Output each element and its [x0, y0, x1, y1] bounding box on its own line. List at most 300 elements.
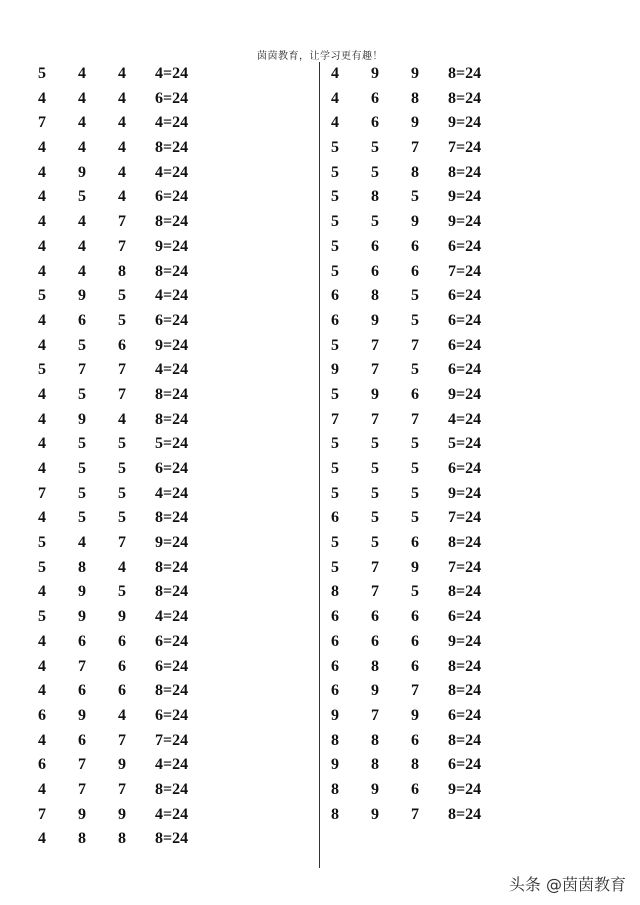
- problem-row: [331, 87, 518, 112]
- result: 6=24: [448, 706, 482, 724]
- number-1: 4: [38, 385, 46, 403]
- number-1: 7: [38, 484, 46, 502]
- problem-row: [38, 62, 225, 87]
- number-1: 5: [38, 361, 46, 379]
- problem-row: [38, 185, 225, 210]
- number-3: 4: [118, 706, 126, 724]
- number-1: 4: [331, 65, 339, 82]
- number-2: 8: [371, 188, 379, 206]
- number-1: 5: [331, 237, 339, 255]
- result: 6=24: [155, 188, 189, 206]
- number-1: 4: [38, 657, 46, 675]
- number-2: 5: [371, 213, 379, 231]
- number-2: 9: [78, 410, 86, 428]
- result: 9=24: [155, 237, 189, 255]
- number-3: 6: [411, 608, 419, 626]
- result: 7=24: [448, 558, 482, 576]
- problem-row: [38, 655, 225, 680]
- number-1: 4: [38, 509, 46, 527]
- number-3: 6: [411, 731, 419, 749]
- number-1: 4: [331, 114, 339, 132]
- number-2: 6: [78, 682, 86, 700]
- problem-row: [331, 679, 518, 704]
- result: 8=24: [448, 682, 482, 700]
- problem-row: [38, 729, 225, 754]
- problem-row: [331, 432, 518, 457]
- number-2: 7: [78, 780, 86, 798]
- result: 6=24: [448, 460, 482, 477]
- number-2: 5: [78, 336, 86, 354]
- number-2: 5: [371, 534, 379, 552]
- problem-row: [38, 803, 225, 828]
- number-3: 4: [118, 65, 126, 82]
- number-1: 4: [38, 460, 46, 477]
- number-1: 5: [38, 608, 46, 626]
- number-3: 9: [118, 805, 126, 823]
- number-1: 4: [38, 731, 46, 749]
- problem-row: [331, 630, 518, 655]
- result: 9=24: [448, 188, 482, 206]
- result: 6=24: [448, 756, 482, 774]
- number-1: 6: [331, 682, 339, 700]
- number-2: 9: [371, 780, 379, 798]
- number-3: 7: [118, 534, 126, 552]
- problem-row: [38, 309, 225, 334]
- problem-row: [331, 729, 518, 754]
- number-2: 6: [78, 311, 86, 329]
- result: 4=24: [155, 287, 189, 305]
- number-3: 6: [411, 237, 419, 255]
- result: 9=24: [448, 213, 482, 231]
- number-3: 5: [411, 311, 419, 329]
- number-2: 6: [371, 114, 379, 132]
- result: 8=24: [155, 509, 189, 527]
- number-1: 5: [38, 558, 46, 576]
- number-1: 5: [331, 213, 339, 231]
- result: 8=24: [448, 731, 482, 749]
- result: 8=24: [448, 65, 482, 82]
- result: 9=24: [448, 385, 482, 403]
- number-3: 7: [118, 213, 126, 231]
- number-3: 7: [411, 682, 419, 700]
- result: 4=24: [155, 163, 189, 181]
- problem-row: [38, 753, 225, 778]
- problem-row: [38, 580, 225, 605]
- number-2: 4: [78, 139, 86, 157]
- page-header: 茵茵教育，让学习更有趣！: [257, 51, 383, 62]
- number-3: 7: [118, 731, 126, 749]
- number-1: 5: [331, 163, 339, 181]
- number-3: 5: [411, 484, 419, 502]
- problem-row: [331, 235, 518, 260]
- result: 5=24: [155, 435, 189, 453]
- problem-row: [38, 334, 225, 359]
- number-1: 5: [38, 65, 46, 82]
- problem-row: [331, 383, 518, 408]
- number-1: 5: [331, 460, 339, 477]
- problem-row: [331, 358, 518, 383]
- number-2: 5: [371, 163, 379, 181]
- number-3: 5: [118, 435, 126, 453]
- number-3: 5: [118, 509, 126, 527]
- problem-row: [331, 556, 518, 581]
- result: 5=24: [448, 435, 482, 453]
- result: 9=24: [155, 534, 189, 552]
- number-3: 7: [411, 410, 419, 428]
- result: 4=24: [155, 361, 189, 379]
- number-3: 4: [118, 163, 126, 181]
- number-2: 5: [371, 509, 379, 527]
- problem-row: [331, 580, 518, 605]
- number-1: 4: [38, 163, 46, 181]
- number-2: 5: [371, 460, 379, 477]
- result: 8=24: [155, 558, 189, 576]
- number-2: 7: [371, 410, 379, 428]
- number-3: 6: [411, 262, 419, 280]
- problem-row: [331, 531, 518, 556]
- number-1: 4: [38, 213, 46, 231]
- problem-row: [38, 605, 225, 630]
- number-1: 5: [331, 435, 339, 453]
- number-2: 4: [78, 262, 86, 280]
- problem-row: [331, 284, 518, 309]
- number-3: 6: [411, 534, 419, 552]
- number-2: 4: [78, 213, 86, 231]
- number-2: 9: [78, 583, 86, 601]
- problem-row: [38, 556, 225, 581]
- result: 6=24: [155, 311, 189, 329]
- number-3: 8: [411, 756, 419, 774]
- number-3: 4: [118, 410, 126, 428]
- problem-row: [331, 704, 518, 729]
- problem-row: [331, 185, 518, 210]
- problem-row: [331, 655, 518, 680]
- number-2: 8: [371, 657, 379, 675]
- result: 6=24: [155, 706, 189, 724]
- number-1: 5: [331, 534, 339, 552]
- number-3: 9: [118, 608, 126, 626]
- number-1: 5: [331, 188, 339, 206]
- result: 9=24: [155, 336, 189, 354]
- number-1: 4: [38, 311, 46, 329]
- number-2: 4: [78, 114, 86, 132]
- number-2: 9: [78, 805, 86, 823]
- problem-row: [331, 408, 518, 433]
- number-3: 4: [118, 188, 126, 206]
- problem-row: [331, 778, 518, 803]
- result: 9=24: [448, 484, 482, 502]
- result: 6=24: [448, 237, 482, 255]
- number-2: 9: [78, 287, 86, 305]
- number-3: 9: [411, 65, 419, 82]
- result: 8=24: [448, 534, 482, 552]
- number-2: 7: [371, 336, 379, 354]
- problem-row: [38, 87, 225, 112]
- number-2: 5: [78, 509, 86, 527]
- number-1: 4: [38, 139, 46, 157]
- problem-row: [38, 482, 225, 507]
- number-1: 4: [38, 632, 46, 650]
- number-1: 6: [331, 657, 339, 675]
- problem-row: [38, 704, 225, 729]
- result: 6=24: [448, 361, 482, 379]
- problem-row: [38, 161, 225, 186]
- number-2: 9: [371, 311, 379, 329]
- result: 7=24: [155, 731, 189, 749]
- number-2: 8: [371, 756, 379, 774]
- problem-row: [331, 161, 518, 186]
- number-3: 4: [118, 89, 126, 107]
- problem-row: [38, 111, 225, 136]
- problem-row: [331, 62, 518, 87]
- problem-row: [38, 210, 225, 235]
- problem-row: [38, 778, 225, 803]
- number-2: 8: [78, 558, 86, 576]
- result: 6=24: [155, 632, 189, 650]
- result: 4=24: [155, 484, 189, 502]
- number-3: 5: [411, 583, 419, 601]
- result: 4=24: [155, 756, 189, 774]
- number-2: 7: [78, 756, 86, 774]
- result: 4=24: [155, 805, 189, 823]
- number-2: 9: [78, 706, 86, 724]
- number-1: 6: [331, 608, 339, 626]
- number-2: 6: [78, 731, 86, 749]
- number-3: 5: [411, 188, 419, 206]
- number-2: 9: [371, 805, 379, 823]
- problem-row: [38, 506, 225, 531]
- number-2: 6: [371, 262, 379, 280]
- number-3: 6: [118, 632, 126, 650]
- result: 8=24: [155, 213, 189, 231]
- number-2: 5: [371, 435, 379, 453]
- number-3: 5: [411, 287, 419, 305]
- number-3: 7: [118, 237, 126, 255]
- number-2: 5: [78, 484, 86, 502]
- number-1: 9: [331, 361, 339, 379]
- number-3: 8: [118, 262, 126, 280]
- result: 8=24: [155, 410, 189, 428]
- result: 6=24: [448, 608, 482, 626]
- number-1: 4: [38, 237, 46, 255]
- problem-row: [331, 334, 518, 359]
- result: 8=24: [155, 385, 189, 403]
- number-2: 6: [371, 608, 379, 626]
- number-1: 5: [331, 385, 339, 403]
- number-2: 5: [371, 484, 379, 502]
- number-3: 6: [411, 780, 419, 798]
- number-3: 5: [411, 435, 419, 453]
- number-3: 6: [411, 657, 419, 675]
- problem-row: [38, 235, 225, 260]
- number-3: 5: [118, 311, 126, 329]
- number-3: 5: [411, 509, 419, 527]
- result: 8=24: [448, 583, 482, 601]
- number-2: 5: [78, 188, 86, 206]
- problem-row: [38, 531, 225, 556]
- number-1: 5: [331, 262, 339, 280]
- number-3: 4: [118, 114, 126, 132]
- number-2: 9: [78, 163, 86, 181]
- number-1: 5: [38, 287, 46, 305]
- number-2: 6: [78, 632, 86, 650]
- problem-row: [331, 309, 518, 334]
- number-2: 7: [78, 657, 86, 675]
- problem-row: [38, 358, 225, 383]
- problem-row: [331, 753, 518, 778]
- number-1: 8: [331, 731, 339, 749]
- number-3: 9: [411, 114, 419, 132]
- result: 7=24: [448, 262, 482, 280]
- result: 8=24: [448, 657, 482, 675]
- number-3: 7: [411, 139, 419, 157]
- result: 8=24: [448, 89, 482, 107]
- problem-row: [38, 457, 225, 482]
- result: 6=24: [448, 287, 482, 305]
- number-2: 5: [78, 435, 86, 453]
- problem-row: [331, 260, 518, 285]
- number-3: 5: [118, 583, 126, 601]
- number-3: 7: [118, 780, 126, 798]
- number-3: 6: [118, 336, 126, 354]
- number-1: 6: [331, 509, 339, 527]
- number-3: 7: [118, 361, 126, 379]
- number-1: 4: [38, 188, 46, 206]
- result: 8=24: [155, 780, 189, 798]
- number-1: 4: [38, 336, 46, 354]
- problem-row: [331, 803, 518, 828]
- number-3: 9: [411, 706, 419, 724]
- number-2: 5: [78, 460, 86, 477]
- result: 6=24: [448, 311, 482, 329]
- number-3: 5: [118, 484, 126, 502]
- problem-row: [331, 111, 518, 136]
- problem-row: [331, 457, 518, 482]
- right-column: [331, 62, 518, 827]
- problem-row: [38, 827, 225, 852]
- number-2: 8: [371, 287, 379, 305]
- problem-row: [38, 136, 225, 161]
- number-2: 7: [371, 706, 379, 724]
- number-1: 5: [331, 336, 339, 354]
- number-3: 7: [411, 805, 419, 823]
- result: 6=24: [155, 460, 189, 477]
- number-3: 4: [118, 558, 126, 576]
- result: 6=24: [155, 89, 189, 107]
- number-2: 4: [78, 89, 86, 107]
- number-3: 6: [118, 657, 126, 675]
- result: 8=24: [155, 682, 189, 700]
- number-3: 5: [411, 361, 419, 379]
- number-1: 4: [38, 780, 46, 798]
- number-2: 9: [78, 608, 86, 626]
- result: 4=24: [448, 410, 482, 428]
- result: 4=24: [155, 65, 189, 82]
- number-3: 6: [411, 385, 419, 403]
- number-1: 4: [38, 435, 46, 453]
- number-2: 9: [371, 682, 379, 700]
- number-2: 6: [371, 632, 379, 650]
- number-2: 5: [78, 385, 86, 403]
- number-2: 6: [371, 89, 379, 107]
- number-2: 7: [371, 361, 379, 379]
- number-1: 6: [331, 287, 339, 305]
- number-2: 7: [78, 361, 86, 379]
- number-3: 4: [118, 139, 126, 157]
- result: 8=24: [155, 262, 189, 280]
- number-2: 7: [371, 583, 379, 601]
- problem-row: [38, 284, 225, 309]
- result: 7=24: [448, 139, 482, 157]
- number-1: 4: [38, 682, 46, 700]
- problem-row: [331, 210, 518, 235]
- number-3: 8: [411, 163, 419, 181]
- number-3: 8: [411, 89, 419, 107]
- number-2: 9: [371, 385, 379, 403]
- number-1: 4: [38, 89, 46, 107]
- number-3: 9: [118, 756, 126, 774]
- problem-row: [38, 408, 225, 433]
- number-3: 6: [411, 632, 419, 650]
- number-1: 5: [331, 484, 339, 502]
- number-2: 4: [78, 534, 86, 552]
- number-2: 6: [371, 237, 379, 255]
- number-1: 6: [331, 632, 339, 650]
- result: 6=24: [448, 336, 482, 354]
- number-3: 7: [118, 385, 126, 403]
- number-1: 8: [331, 583, 339, 601]
- number-2: 8: [78, 830, 86, 848]
- number-3: 9: [411, 213, 419, 231]
- result: 8=24: [448, 163, 482, 181]
- number-1: 7: [38, 805, 46, 823]
- number-1: 4: [38, 410, 46, 428]
- number-1: 9: [331, 756, 339, 774]
- number-3: 8: [118, 830, 126, 848]
- problem-row: [331, 506, 518, 531]
- number-1: 7: [38, 114, 46, 132]
- problem-row: [38, 630, 225, 655]
- number-1: 5: [331, 139, 339, 157]
- number-3: 9: [411, 558, 419, 576]
- column-divider: [319, 62, 320, 868]
- number-2: 9: [371, 65, 379, 82]
- result: 4=24: [155, 114, 189, 132]
- number-1: 6: [38, 756, 46, 774]
- result: 9=24: [448, 780, 482, 798]
- problem-row: [331, 482, 518, 507]
- problem-row: [331, 605, 518, 630]
- problem-row: [331, 136, 518, 161]
- problem-row: [38, 679, 225, 704]
- problem-row: [38, 432, 225, 457]
- number-1: 4: [331, 89, 339, 107]
- result: 7=24: [448, 509, 482, 527]
- result: 9=24: [448, 114, 482, 132]
- number-2: 7: [371, 558, 379, 576]
- number-2: 5: [371, 139, 379, 157]
- number-2: 8: [371, 731, 379, 749]
- number-3: 5: [411, 460, 419, 477]
- left-column: [38, 62, 225, 852]
- result: 4=24: [155, 608, 189, 626]
- watermark: 头条 @茵茵教育: [508, 875, 626, 894]
- number-2: 4: [78, 237, 86, 255]
- number-1: 5: [38, 534, 46, 552]
- result: 8=24: [155, 583, 189, 601]
- number-1: 4: [38, 262, 46, 280]
- number-1: 4: [38, 830, 46, 848]
